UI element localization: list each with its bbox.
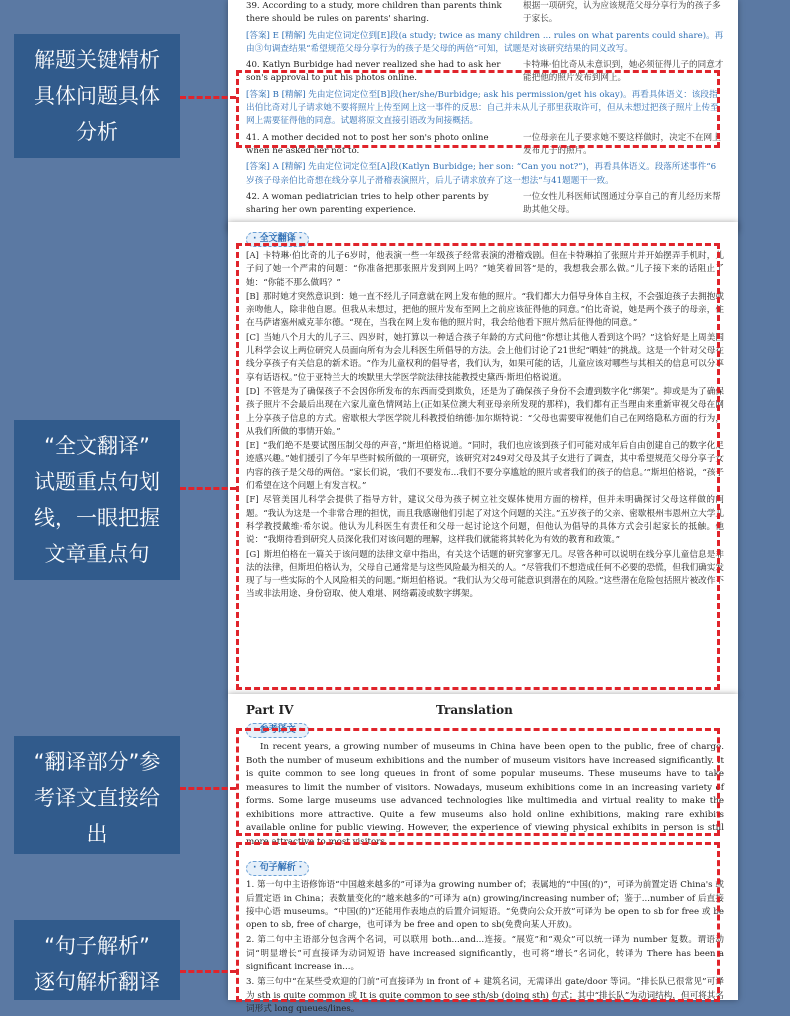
highlight-box-full-translation [236,243,720,690]
part-header [246,704,724,717]
sentence-analysis-3: 3. 第三句中“在某些受欢迎的门前”可直接译为 in front of + 建筑名词，无需译出 gate/door 等词。“排长队已很常见”可译为 sth is quite common 或 It is quite common to see sth/sb (doing sth) 句式；其中“排长队”为动词结构，但可将其名词形式 long queues/lines。 [246,977,724,1014]
question-42-cn: 一位女性儿科医师试图通过分享自己的育儿经历来帮助其他父母。 [523,191,721,216]
section-label-full-translation: · 全文翻译 · [246,232,309,247]
paragraph-b: [B] 那时她才突然意识到：她一直不经儿子同意就在网上发布他的照片。“我们都大力倡导身体自主权，不会强迫孩子去拥抱或亲吻他人，除非他自愿。但我从未想过，把他的照片发布至网上之前应该征得他的同意。”伯比奇说，她是两个孩子的母亲，住在马萨诸塞州威克菲尔德。“现在，当我在网上发布他的照片时，我会给他看下照片然后征得他的同意。” [246,291,724,329]
connector-line-2 [180,487,236,490]
paragraph-d: [D] 不管是为了确保孩子不会因你所发布的东西而受到欺负，还是为了确保孩子身份不会遭到数字化“绑架”。抑或是为了确保孩子照片不会最后出现在六家儿童色情网站上(正如某位澳大利亚母亲所发现的那样)，我们都有正当理由来重新审视父母在网上分享孩子信息的方式。密歇根大学医学院儿科教授伯纳德·加尔斯特说：“父母也需要审视他们自己在网络隐私方面的行为，从我们所做的事情开始。” [246,386,724,437]
paragraph-g: [G] 斯坦伯格在一篇关于该问题的法律文章中指出，有关这个话题的研究寥寥无几。尽管各种可以说明在线分享儿童信息是非法的法律，但斯坦伯格认为，父母自己通常是与这些风险最为相关的人。“尽管我们不想造成任何不必要的恐慌，但我们确实发现了与一些实际的个人风险相关的问题。”斯坦伯格说。“我们认为父母可能意识到潜在的风险。”这些潜在危险包括照片被改作不当或非法用途、身份窃取、使人难堪、网络霸凌或数字绑架。 [246,549,724,600]
section-label-sentence-analysis: · 句子解析 · [246,861,309,876]
section-label-reference: · 参考译文 · [246,723,309,738]
highlight-box-reference-translation [236,728,720,836]
part-title: Translation [436,703,513,717]
highlight-box-sentence-analysis [236,842,720,1002]
answer-40-analysis: [答案] B [精解] 先由定位词定位至[B]段(her/she/Burbidge; ask his permission/get his okay)。再看具体语义：该段指出伯比奇对儿子请求她不要将照片上传至网上这一事件的反思：自己并未从儿子那里获取许可，但从未想过把孩子照片上传至网上需要征得他的同意。试题将原文直接引语改为间接概括。 [246,89,719,127]
question-39-en: 39. According to a study, more children than parents think there should be rules on parents' sharing. [246,1,502,25]
callout-reference-translation: “翻译部分”参 考译文直接给 出 [14,736,180,854]
callout-sentence-analysis: “句子解析” 逐句解析翻译 [14,920,180,1000]
connector-line-1 [180,96,236,99]
callout-answer-analysis: 解题关键精析 具体问题具体 分析 [14,34,180,158]
question-40-cn: 卡特琳·伯比奇从未意识到，她必须征得儿子的同意才能把他的照片发布到网上。 [523,60,724,84]
paragraph-a: [A] 卡特琳·伯比奇的儿子6岁时，他表演一些一年级孩子经常表演的滑稽戏剧。但在卡特琳拍了张照片并开始摆弄手机时，儿子问了她一个严肃的问题：“你准备把那张照片发到网上吗？”她笑着回答“是的，我想我会那么做。”儿子接下来的话阻止了她：“你能不那么做吗？” [246,251,724,288]
paragraph-f: [F] 尽管美国儿科学会提供了指导方针，建议父母为孩子树立社交媒体使用方面的榜样，但并未明确探讨父母这样做的问题。“我认为这是一个非常合理的担忧，而且我感谢他们引起了对这个问题的关注。”五岁孩子的父亲、密歇根州韦恩州立大学儿科学教授戴维·希尔说。他认为儿科医生有责任和父母一起讨论这个问题，但他认为倡导的具体方式会引起家长的抵触。他说：“我期待看到研究人员深化我们对该问题的理解，这样我们就能将其转化为有效的教育和政策。” [246,495,724,546]
sentence-analysis-1: 1. 第一句中主语修饰语“中国越来越多的”可译为a growing number of；表属地的“中国(的)”，可译为前置定语 China's 或后置定语 in China；表数量变化的“越来越多的”可译为 a(n) growing/increasing number of；鉴于...number of 后直接接中心语 museums。“中国(的)”还能用作表地点的后置介词短语。“免费向公众开放”可译为 be open to sb for free 或 be open to sb, free of charge，也可译为 be free and open to sb(免费向某人开放)。 [246,880,724,931]
part-number: Part IV [246,703,294,717]
question-42 [246,191,724,218]
connector-line-4 [180,970,236,973]
reference-translation: In recent years, a growing number of museums in China have been open to the public, free of charge. Both the number of museum exhibitions and the number of museum visitors have increased significantly. It is quite common to see long queues in front of some popular museums. These museums have to take measures to limit the number of visitors. Nowadays, museum exhibitions come in an increasing variety of forms. Some large museums use advanced technologies like multimedia and virtual reality to make the exhibitions more attractive. Quite a few museums also hold online exhibitions, making rare exhibits available online for public viewing. However, the experience of viewing physical exhibits in person is still more attractive to most visitors. [246,742,724,847]
paragraph-c: [C] 当她八个月大的儿子三、四岁时，她打算以一种适合孩子年龄的方式问他“你想让其他人看到这个吗？”这恰好是上周美国儿科学会议上两位研究人员面向所有为会儿科医生所倡导的方法。会上他们讨论了21世纪“晒娃”的挑战。这是一个针对父母在线分享孩子有关信息的新术语。“作为儿童权利的倡导者，我们认为，如果可能的话，儿童应该对哪些与其相关的信息可以分享享有话语权。”位于亚特兰大的埃默里大学医学院法律技能教授史黛西·斯坦伯格说道。 [246,332,724,383]
highlight-box-answer-analysis [236,70,720,148]
callout-full-translation: “全文翻译” 试题重点句划 线，一眼把握 文章重点句 [14,420,180,580]
question-41-cn: 一位母亲在儿子要求她不要这样做时，决定不在网上发布儿子的照片。 [523,132,721,156]
answer-39-analysis: [答案] E [精解] 先由定位词定位到[E]段(a study; twice as many children ... rules on what parents could share)。再由③句调查结果“希望规范父母分享行为的孩子是父母的两倍”可知，试题是对该研究结果的同义改写。 [246,30,724,54]
connector-line-3 [180,787,236,790]
question-42-en: 42. A woman pediatrician tries to help other parents by sharing her own parenting experience. [246,191,489,216]
answer-41-analysis: [答案] A [精解] 先由定位词定位至[A]段(Katlyn Burbidge; her son: “Can you not?”)，再看具体语义。段落所述事件“6岁孩子母亲伯比奇想在线分享儿子滑稽表演照片，后儿子请求放弃了这一想法”与41题题干一致。 [246,162,717,186]
sentence-analysis-2: 2. 第二句中主语部分包含两个名词，可以联用 both...and...连接。“展览”和“观众”可以统一译为 number 复数。谓语动词“明显增长”可直接译为动词短语 have increased significantly，也可将“增长”名词化，转译为 There has been a significant increase in...。 [246,935,724,973]
question-40-en: 40. Katlyn Burbidge had never realized she had to ask her son's approval to put his photos online. [246,60,501,84]
question-41-en: 41. A mother decided not to post her son's photo online when he asked her not to. [246,132,489,156]
paragraph-e: [E] “我们绝不是要试图压制父母的声音，”斯坦伯格说道。“同时，我们也应该到孩子们可能对成年后自由创建自己的数字化足迹感兴趣。”她们援引了今年早些时候所做的一项研究，该研究对249对父母及其子女进行了调查，其中希望规范父母分享子女内容的孩子是父母的两倍。“家长们说，‘我们不要发布...我们不要分享尴尬的照片或者我们的孩子的信息。’”斯坦伯格说，“孩子们希望在这个问题上有发言权。” [246,441,725,492]
question-39-cn: 根据一项研究，认为应该规范父母分享行为的孩子多于家长。 [523,1,721,25]
question-39 [246,0,724,27]
